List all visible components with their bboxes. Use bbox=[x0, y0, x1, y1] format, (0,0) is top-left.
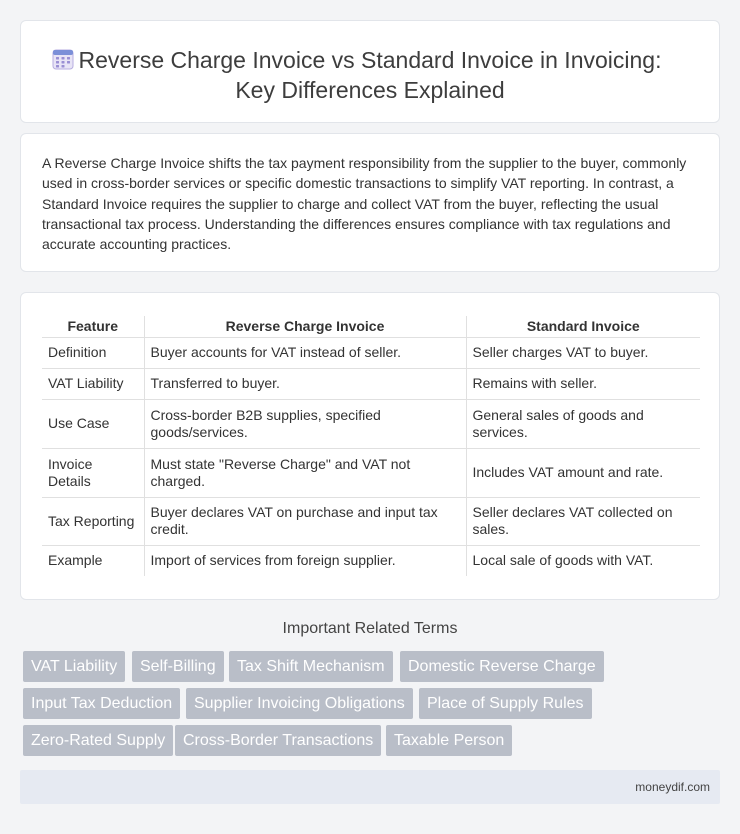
reverse-charge-cell: Buyer accounts for VAT instead of seller. bbox=[144, 337, 466, 368]
header-reverse-charge: Reverse Charge Invoice bbox=[144, 316, 466, 337]
reverse-charge-cell: Import of services from foreign supplier. bbox=[144, 545, 466, 576]
tag-tax-shift-mechanism[interactable]: Tax Shift Mechanism bbox=[229, 651, 393, 682]
tag-input-tax-deduction[interactable]: Input Tax Deduction bbox=[23, 688, 180, 719]
intro-paragraph: A Reverse Charge Invoice shifts the tax payment responsibility from the supplier to the buyer, commonly used in cross-border services or specific domestic transactions to simplify VAT reporting. In contrast, a Standard Invoice requires the supplier to charge and collect VAT from the buyer, reflecting the usual transactional tax process. Understanding the differences ensures compliance with tax regulations and accurate accounting practices. bbox=[42, 155, 687, 253]
feature-cell: VAT Liability bbox=[42, 368, 144, 399]
tag-vat-liability[interactable]: VAT Liability bbox=[23, 651, 125, 682]
standard-cell: Remains with seller. bbox=[466, 368, 700, 399]
feature-cell: Invoice Details bbox=[42, 448, 144, 497]
table-row bbox=[42, 497, 700, 545]
header-feature: Feature bbox=[42, 316, 144, 337]
feature-cell: Definition bbox=[42, 337, 144, 368]
tag-taxable-person[interactable]: Taxable Person bbox=[386, 725, 512, 756]
table-header-row bbox=[42, 316, 700, 337]
standard-cell: Local sale of goods with VAT. bbox=[466, 545, 700, 576]
reverse-charge-cell: Transferred to buyer. bbox=[144, 368, 466, 399]
tag-domestic-reverse-charge[interactable]: Domestic Reverse Charge bbox=[400, 651, 604, 682]
feature-cell: Use Case bbox=[42, 399, 144, 448]
footer bbox=[20, 770, 720, 804]
table-row bbox=[42, 337, 700, 368]
tag-cross-border-transactions[interactable]: Cross-Border Transactions bbox=[175, 725, 381, 756]
standard-cell: Seller charges VAT to buyer. bbox=[466, 337, 700, 368]
feature-cell: Example bbox=[48, 552, 103, 569]
standard-cell: Includes VAT amount and rate. bbox=[466, 448, 700, 497]
reverse-charge-cell: Cross-border B2B supplies, specified goods/services. bbox=[144, 399, 466, 448]
comparison-table bbox=[42, 316, 700, 576]
footer-site-link[interactable]: moneydif.com bbox=[635, 780, 710, 794]
table-row bbox=[42, 368, 700, 399]
tag-self-billing[interactable]: Self-Billing bbox=[132, 651, 224, 682]
tag-supplier-invoicing-obligations[interactable]: Supplier Invoicing Obligations bbox=[186, 688, 413, 719]
page-title bbox=[21, 45, 719, 105]
table-row bbox=[42, 448, 700, 497]
header-standard: Standard Invoice bbox=[466, 316, 700, 337]
comparison-table-card bbox=[20, 292, 720, 600]
feature-cell: Tax Reporting bbox=[42, 497, 144, 545]
title-line-2: Key Differences Explained bbox=[235, 77, 505, 103]
table-row bbox=[42, 399, 700, 448]
tag-place-of-supply-rules[interactable]: Place of Supply Rules bbox=[419, 688, 592, 719]
related-terms-title: Important Related Terms bbox=[282, 620, 458, 637]
table-row bbox=[42, 545, 700, 576]
standard-cell: Seller declares VAT collected on sales. bbox=[466, 497, 700, 545]
reverse-charge-cell: Buyer declares VAT on purchase and input tax credit. bbox=[144, 497, 466, 545]
intro-card bbox=[20, 133, 720, 272]
reverse-charge-cell: Must state "Reverse Charge" and VAT not charged. bbox=[144, 448, 466, 497]
tag-zero-rated-supply[interactable]: Zero-Rated Supply bbox=[23, 725, 173, 756]
standard-cell: General sales of goods and services. bbox=[466, 399, 700, 448]
title-line-1: Reverse Charge Invoice vs Standard Invoice in Invoicing: bbox=[78, 47, 662, 73]
header-card bbox=[20, 20, 720, 123]
